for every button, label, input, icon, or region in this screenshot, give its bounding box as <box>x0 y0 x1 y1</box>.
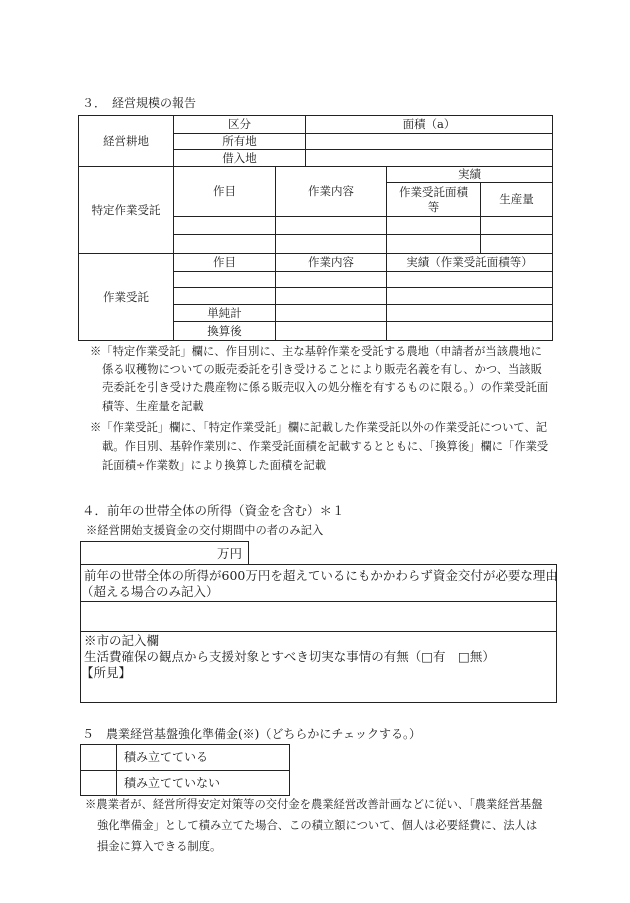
note-line: 積等、生産量を記載 <box>102 400 204 413</box>
option-saving: 積み立てている <box>117 745 290 771</box>
reason-question: 前年の世帯全体の所得が600万円を超えているにもかかわらず資金交付が必要な理由 <box>84 568 558 583</box>
opinion-label: 【所見】 <box>81 665 132 680</box>
reserve-options-table <box>80 744 290 796</box>
simple-total-result-cell[interactable] <box>387 305 553 322</box>
work-work-cell[interactable] <box>276 272 387 288</box>
farm-scale-table <box>78 115 553 341</box>
note-line: 売委託を引き受けた農産物に係る販売収入の処分権を有するものに限る。）の作業受託面 <box>102 381 549 394</box>
specific-area-cell[interactable] <box>387 235 481 254</box>
area-header: 面積（a） <box>306 116 553 134</box>
specific-work-cell[interactable] <box>276 235 387 254</box>
work-result-cell[interactable] <box>387 288 553 305</box>
specific-crop-cell[interactable] <box>174 217 276 235</box>
converted-label: 換算後 <box>174 322 276 341</box>
specific-output-header: 生産量 <box>481 183 553 217</box>
category-header: 区分 <box>174 116 306 134</box>
note-line: ※農業者が、経営所得安定対策等の交付金を農業経営改善計画などに従い、「農業経営基盤 <box>85 798 543 811</box>
work-crop-cell[interactable] <box>174 272 276 288</box>
circumstances-check: 生活費確保の観点から支援対象とすべき切実な事情の有無（□有 □無） <box>84 649 495 664</box>
section4-subnote: ※経営開始支援資金の交付期間中の者のみ記入 <box>86 524 324 537</box>
income-unit: 万円 <box>216 546 242 561</box>
specific-result-header: 実績 <box>387 167 553 183</box>
work-result-header: 実績（作業受託面積等） <box>387 254 553 272</box>
note-line: 損金に算入できる制度。 <box>97 840 222 853</box>
work-work-header: 作業内容 <box>276 254 387 272</box>
check-cell-not-saving[interactable] <box>81 771 117 796</box>
section3-heading: ３． 経営規模の報告 <box>82 96 197 110</box>
simple-total-label: 単純計 <box>174 305 276 322</box>
work-work-cell[interactable] <box>276 288 387 305</box>
specific-work-header: 作業内容 <box>276 167 387 217</box>
specific-output-cell[interactable] <box>481 235 553 254</box>
check-cell-saving[interactable] <box>81 745 117 771</box>
owned-land-area-cell[interactable] <box>306 134 553 150</box>
converted-work-cell[interactable] <box>276 322 387 341</box>
converted-result-cell[interactable] <box>387 322 553 341</box>
note-line: 係る収穫物についての販売委託を引き受けることにより販売名義を有し、かつ、当該販 <box>102 363 542 376</box>
specific-contract-label: 特定作業受託 <box>79 167 174 254</box>
specific-work-cell[interactable] <box>276 217 387 235</box>
note-line: 託面積÷作業数」により換算した面積を記載 <box>102 459 327 472</box>
owned-land-label: 所有地 <box>174 134 306 150</box>
specific-crop-header: 作目 <box>174 167 276 217</box>
note-line: 強化準備金」として積み立てた場合、この積立額について、個人は必要経費に、法人は <box>97 819 538 832</box>
work-crop-cell[interactable] <box>174 288 276 305</box>
work-contract-label: 作業受託 <box>79 254 174 341</box>
note-line: 載。作目別、基幹作業別に、作業受託面積を記載するとともに、「換算後」欄に「作業受 <box>102 440 549 453</box>
income-field[interactable] <box>80 541 249 565</box>
specific-output-cell[interactable] <box>481 217 553 235</box>
specific-area-header-line: 作業受託面積 <box>399 185 468 200</box>
reason-condition: （超える場合のみ記入） <box>81 584 219 599</box>
specific-area-header-line: 等 <box>427 199 440 214</box>
leased-land-area-cell[interactable] <box>306 150 553 167</box>
note-line: ※「作業受託」欄に、「特定作業受託」欄に記載した作業受託以外の作業受託について、記 <box>90 421 548 434</box>
work-crop-header: 作目 <box>174 254 276 272</box>
section5-heading: ５ 農業経営基盤強化準備金(※)（どちらかにチェックする。） <box>82 727 422 741</box>
specific-area-cell[interactable] <box>387 217 481 235</box>
city-field-title: ※市の記入欄 <box>84 633 160 648</box>
section4-heading: ４．前年の世帯全体の所得（資金を含む）＊１ <box>82 503 345 518</box>
simple-total-work-cell[interactable] <box>276 305 387 322</box>
leased-land-label: 借入地 <box>174 150 306 167</box>
specific-area-header <box>387 183 481 217</box>
specific-crop-cell[interactable] <box>174 235 276 254</box>
farmland-label: 経営耕地 <box>79 116 174 167</box>
reason-answer-field[interactable] <box>81 602 556 631</box>
reason-box <box>80 564 557 703</box>
option-not-saving: 積み立てていない <box>117 771 290 796</box>
note-line: ※「特定作業受託」欄に、作目別に、主な基幹作業を受託する農地（申請者が当該農地に <box>90 345 542 358</box>
divider <box>81 631 556 632</box>
work-result-cell[interactable] <box>387 272 553 288</box>
